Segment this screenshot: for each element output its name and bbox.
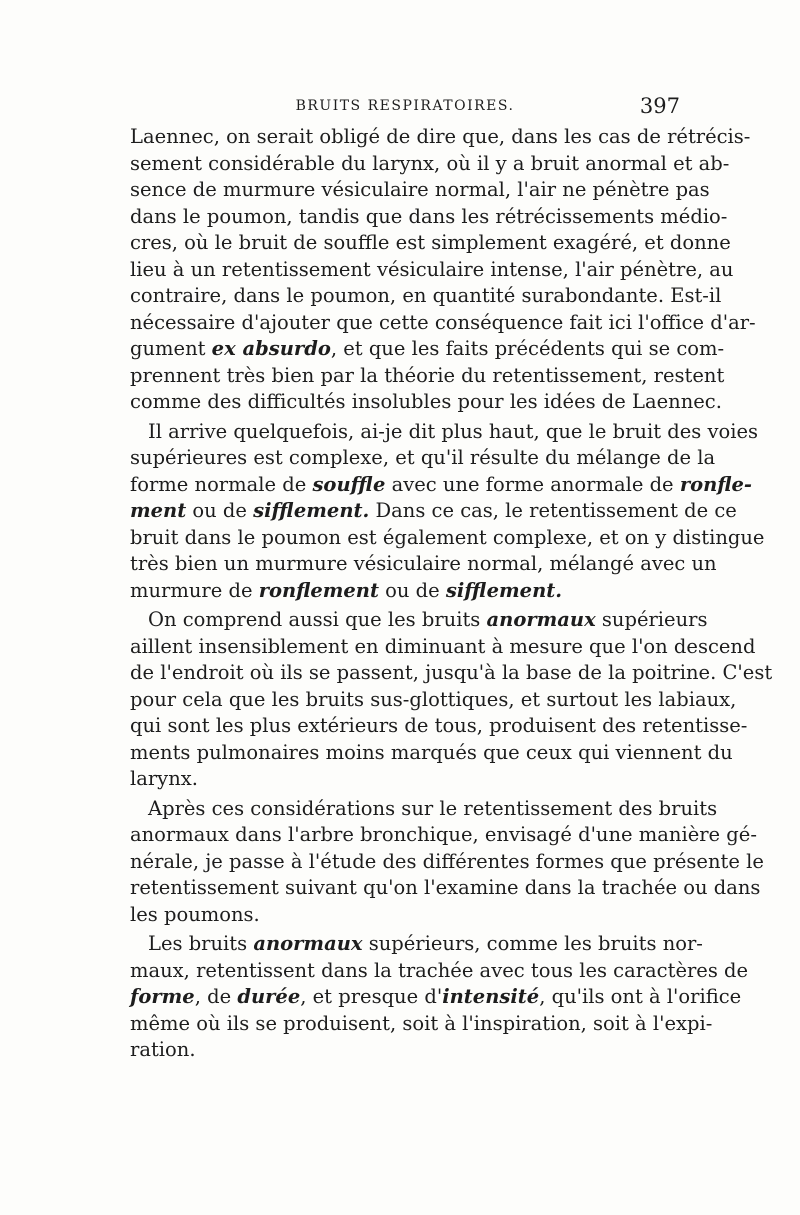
text-run: très bien un murmure vésiculaire normal, mélangé avec un <box>130 552 717 575</box>
italic-text: ronfle- <box>679 472 752 496</box>
text-run: Après ces considérations sur le retentissement des bruits <box>148 796 718 820</box>
text-run: qui sont les plus extérieurs de tous, produisent des retentisse- <box>130 714 748 737</box>
italic-text: sifflement. <box>445 578 563 602</box>
text-run: comme des difficultés insolubles pour les idées de Laennec. <box>130 390 722 413</box>
text-run: pour cela que les bruits sus-glottiques, et surtout les labiaux, <box>130 687 737 711</box>
text-line <box>130 660 773 687</box>
text-run: murmure de <box>130 578 259 602</box>
text-run: Dans ce cas, le retentissement de ce <box>369 499 737 522</box>
text-line <box>130 472 752 499</box>
text-line <box>130 958 749 985</box>
text-line <box>130 498 737 525</box>
text-line <box>130 177 710 204</box>
text-run: , qu'ils ont à l'orifice <box>539 985 742 1008</box>
text-line <box>130 419 759 446</box>
text-run: , et que les faits précédents qui se com- <box>330 337 725 360</box>
italic-text: ex absurdo <box>211 337 331 360</box>
text-line <box>130 445 716 472</box>
text-run: ration. <box>130 1038 196 1061</box>
text-line <box>130 336 725 363</box>
body-text <box>130 124 773 1064</box>
text-line <box>130 151 730 178</box>
text-run: larynx. <box>130 767 198 790</box>
text-line <box>130 389 722 416</box>
italic-text: ronflement <box>258 578 379 602</box>
text-run: contraire, dans le poumon, en quantité surabondante. Est-il <box>130 284 722 307</box>
text-line <box>130 363 725 390</box>
text-run: supérieurs, comme les bruits nor- <box>362 932 703 955</box>
text-run: dans le poumon, tandis que dans les rétrécissements médio- <box>130 204 728 228</box>
text-line <box>130 578 680 605</box>
text-line <box>130 230 731 257</box>
text-run: Il arrive quelquefois, ai-je dit plus haut, que le bruit des voies <box>148 419 759 443</box>
text-run: , et presque d' <box>300 985 443 1008</box>
text-line <box>130 931 703 958</box>
italic-text: intensité <box>442 985 540 1008</box>
text-run: ments pulmonaires moins marqués que ceux qui viennent du <box>130 740 733 764</box>
running-title: BRUITS RESPIRATOIRES. <box>295 98 515 114</box>
italic-text: forme <box>130 985 195 1008</box>
text-run: nérale, je passe à l'étude des différentes formes que présente le <box>130 849 764 873</box>
text-line <box>130 124 751 151</box>
text-run: prennent très bien par la théorie du retentissement, restent <box>130 363 725 387</box>
text-run: ou de <box>378 578 446 602</box>
italic-text: durée <box>237 985 301 1008</box>
text-line <box>130 525 765 552</box>
text-run: sence de murmure vésiculaire normal, l'air ne pénètre pas <box>130 178 710 201</box>
text-line <box>130 875 761 902</box>
text-line <box>130 713 748 740</box>
paragraph <box>130 124 756 416</box>
paragraph <box>130 931 749 1064</box>
text-line <box>130 551 717 578</box>
text-line <box>130 257 734 284</box>
paragraph <box>130 796 764 929</box>
text-line <box>130 849 764 876</box>
text-run: Laennec, on serait obligé de dire que, dans les cas de rétrécis- <box>130 125 751 148</box>
page-number: 397 <box>639 94 680 118</box>
italic-text: sifflement. <box>253 499 370 522</box>
text-run: gument <box>130 337 212 360</box>
italic-text: anormaux <box>253 932 363 955</box>
paragraph <box>130 419 765 605</box>
text-run: supérieures est complexe, et qu'il résulte du mélange de la <box>130 446 716 469</box>
text-run: supérieurs <box>595 608 708 631</box>
text-run: de l'endroit où ils se passent, jusqu'à la base de la poitrine. C'est <box>130 661 773 684</box>
text-line <box>130 634 756 661</box>
text-run: , de <box>194 985 238 1008</box>
text-line <box>130 1011 713 1038</box>
text-line <box>130 607 708 634</box>
paragraph <box>130 607 773 793</box>
text-line <box>130 796 718 823</box>
text-line <box>130 1037 680 1064</box>
text-run: retentissement suivant qu'on l'examine dans la trachée ou dans <box>130 876 761 899</box>
text-run: aillent insensiblement en diminuant à mesure que l'on descend <box>130 634 756 658</box>
text-line <box>130 902 680 929</box>
text-line <box>130 822 757 849</box>
text-run: forme normale de <box>130 472 313 496</box>
text-run: ou de <box>186 499 254 522</box>
text-run: On comprend aussi que les bruits <box>148 608 487 631</box>
text-line <box>130 310 756 337</box>
text-run: Les bruits <box>148 932 254 955</box>
text-line <box>130 687 737 714</box>
text-line <box>130 204 728 231</box>
text-line <box>130 740 733 767</box>
text-line <box>130 984 742 1011</box>
italic-text: anormaux <box>486 608 596 631</box>
text-run: nécessaire d'ajouter que cette conséquence fait ici l'office d'ar- <box>130 310 756 334</box>
italic-text: ment <box>130 499 187 522</box>
text-run: sement considérable du larynx, où il y a bruit anormal et ab- <box>130 151 730 175</box>
text-line <box>130 283 722 310</box>
text-run: les poumons. <box>130 902 260 926</box>
text-run: anormaux dans l'arbre bronchique, envisagé d'une manière gé- <box>130 823 757 846</box>
text-run: bruit dans le poumon est également complexe, et on y distingue <box>130 525 765 549</box>
text-line <box>130 766 680 793</box>
text-run: même où ils se produisent, soit à l'inspiration, soit à l'expi- <box>130 1011 713 1035</box>
text-run: cres, où le bruit de souffle est simplement exagéré, et donne <box>130 231 731 254</box>
text-run: avec une forme anormale de <box>385 472 680 496</box>
text-run: maux, retentissent dans la trachée avec tous les caractères de <box>130 958 749 982</box>
text-run: lieu à un retentissement vésiculaire intense, l'air pénètre, au <box>130 257 734 281</box>
page-header <box>130 94 680 124</box>
italic-text: souffle <box>312 472 386 496</box>
